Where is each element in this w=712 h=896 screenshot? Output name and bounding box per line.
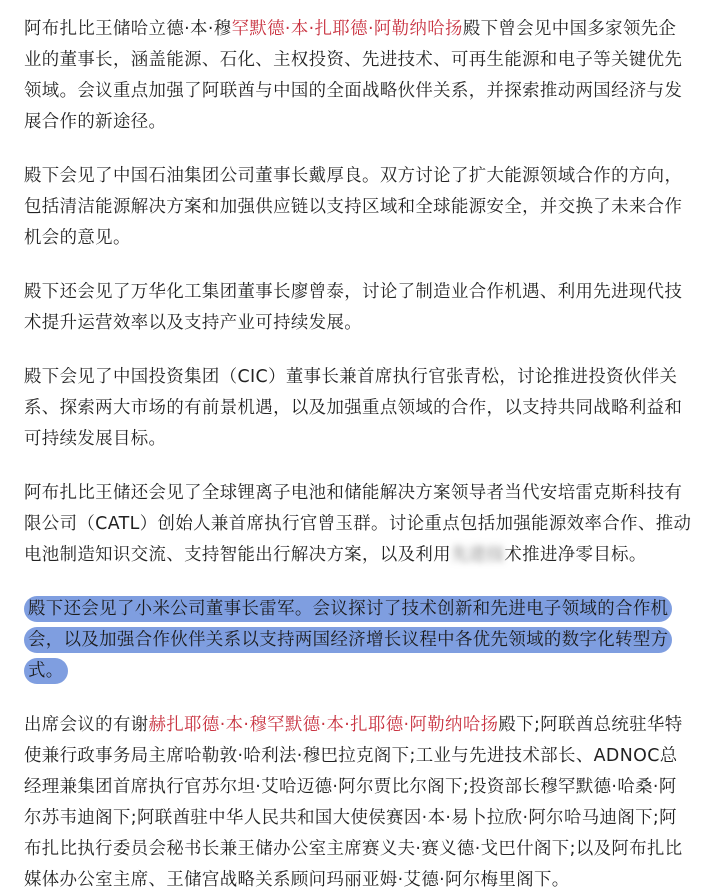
paragraph-xiaomi-meeting-selected[interactable] [16, 594, 700, 687]
paragraph-attendees [24, 710, 692, 896]
paragraph-cnpc-meeting: 殿下会见了中国石油集团公司董事长戴厚良。双方讨论了扩大能源领域合作的方向，包括清洁能源解决方案和加强供应链以支持区域和全球能源安全，并交换了未来合作机会的意见。 [24, 166, 683, 248]
p1-text-start: 阿布扎比王储哈立德·本·穆 [24, 19, 232, 39]
paragraph-catl-meeting [24, 478, 692, 571]
sheikh-name-link[interactable]: 赫扎耶德·本·穆罕默德·本·扎耶德·阿勒纳哈扬 [148, 715, 499, 735]
p7-text-start: 出席会议的有谢 [24, 715, 149, 735]
p5-text-start: 阿布扎比王储还会见了全球锂离子电池和储能解决方案领导者当代安培雷克斯科技有限公司（CATL）创始人兼首席执行官曾玉群。讨论重点包括加强能源效率合作、推动电池制造知识交流、支持智能出行解决方案，以及利用 [24, 483, 692, 565]
paragraph-cic-meeting: 殿下会见了中国投资集团（CIC）董事长兼首席执行官张青松，讨论推进投资伙伴关系、探索两大市场的有前景机遇，以及加强重点领域的合作，以支持共同战略利益和可持续发展目标。 [24, 367, 683, 449]
text-selection-highlight[interactable]: 殿下还会见了小米公司董事长雷军。会议探讨了技术创新和先进电子领域的合作机会，以及加强合作伙伴关系以支持两国经济增长议程中各优先领域的数字化转型方式。 [24, 596, 672, 684]
p5-text-end: 术推进净零目标。 [504, 545, 647, 565]
paragraph-meeting-overview [24, 14, 692, 138]
paragraph-wanhua-meeting: 殿下还会见了万华化工集团董事长廖曾泰，讨论了制造业合作机遇、利用先进现代技术提升运营效率以及支持产业可持续发展。 [24, 282, 683, 333]
obscured-text: 先进技 [450, 545, 505, 565]
p1-text-end: 殿下曾会见中国多家领先企业的董事长，涵盖能源、石化、主权投资、先进技术、可再生能源和电子等关键优先领域。会议重点加强了阿联酋与中国的全面战略伙伴关系，并探索推动两国经济与发展合作的新途径。 [24, 19, 683, 132]
crown-prince-name-link[interactable]: 罕默德·本·扎耶德·阿勒纳哈扬 [231, 19, 463, 39]
p7-text-end: 殿下;阿联酋总统驻华特使兼行政事务局主席哈勒敦·哈利法·穆巴拉克阁下;工业与先进技术部长、ADNOC总经理兼集团首席执行官苏尔坦·艾哈迈德·阿尔贾比尔阁下;投资部长穆罕默德·哈桑·阿尔苏韦迪阁下;阿联酋驻中华人民共和国大使侯赛因·本·易卜拉欣·阿尔哈马迪阁下;阿布扎比执行委员会秘书长兼王储办公室主席赛义夫·赛义德·戈巴什阁下;以及阿布扎比媒体办公室主席、王储宫战略关系顾问玛丽亚姆·艾德·阿尔梅里阁下。 [24, 715, 683, 890]
